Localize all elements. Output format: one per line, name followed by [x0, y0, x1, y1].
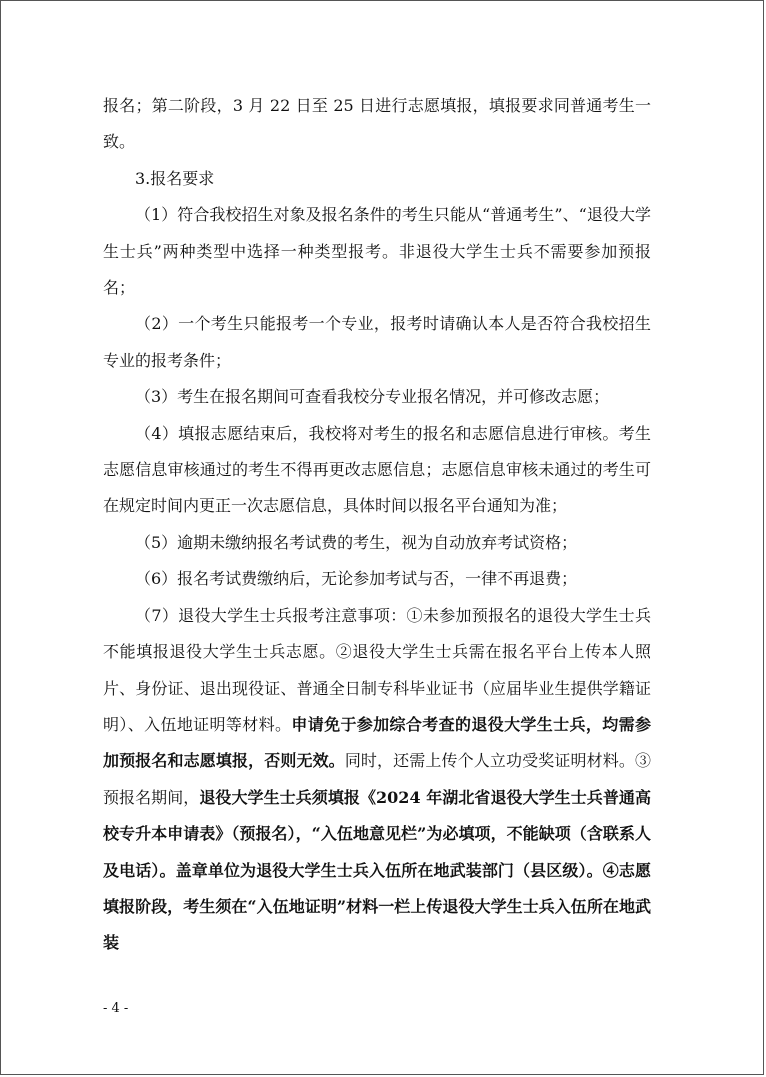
paragraph-item-3: （3）考生在报名期间可查看我校分专业报名情况，并可修改志愿；	[135, 387, 610, 407]
paragraph-item-7	[103, 598, 651, 962]
paragraph-item-4: （4）填报志愿结束后，我校将对考生的报名和志愿信息进行审核。考生志愿信息审核通过的考生不得再更改志愿信息；志愿信息审核未通过的考生可在规定时间内更正一次志愿信息，具体时间以报名平台通知为准；	[103, 423, 651, 516]
paragraph-item-5: （5）逾期未缴纳报名考试费的考生，视为自动放弃考试资格；	[135, 532, 578, 552]
item-7-text-part-1: （7）退役大学生士兵报考注意事项：①未参加预报名的退役大学生士兵不能填报退役大学生士兵志愿。②退役大学生士兵需在报名平台上传本人照片、身份证、退出现役证、普通全日制专科毕业证书（应届毕业生提供学籍证明）、入伍地证明等材料。	[103, 605, 651, 734]
item-7-bold-notice-2: 退役大学生士兵须填报《2024 年湖北省退役大学生士兵普通高校专升本申请表》（预报名），“入伍地意见栏”为必填项，不能缺项（含联系人及电话）。盖章单位为退役大学生士兵入伍所在地武装部门（县区级）。④志愿填报阶段，考生须在“入伍地证明”材料一栏上传退役大学生士兵入伍所在地武装	[103, 787, 651, 953]
paragraph-item-1: （1）符合我校招生对象及报名条件的考生只能从“普通考生”、“退役大学生士兵”两种类型中选择一种类型报考。非退役大学生士兵不需要参加预报名；	[103, 205, 651, 298]
body-text	[103, 88, 651, 962]
section-heading-requirements: 3.报名要求	[135, 168, 215, 188]
paragraph-item-6: （6）报名考试费缴纳后，无论参加考试与否，一律不再退费；	[135, 569, 578, 589]
item-7-text-part-2: 同时，还需上传个人立功受奖证明材料。③预报名期间，	[103, 751, 651, 807]
paragraph-item-2: （2）一个考生只能报考一个专业，报考时请确认本人是否符合我校招生专业的报考条件；	[103, 314, 651, 370]
page-number: - 4 -	[103, 1001, 129, 1016]
item-7-bold-notice-1: 申请免于参加综合考查的退役大学生士兵，均需参加预报名和志愿填报，否则无效。	[103, 714, 651, 771]
paragraph-stage-two: 报名；第二阶段，3 月 22 日至 25 日进行志愿填报，填报要求同普通考生一致。	[103, 96, 651, 152]
